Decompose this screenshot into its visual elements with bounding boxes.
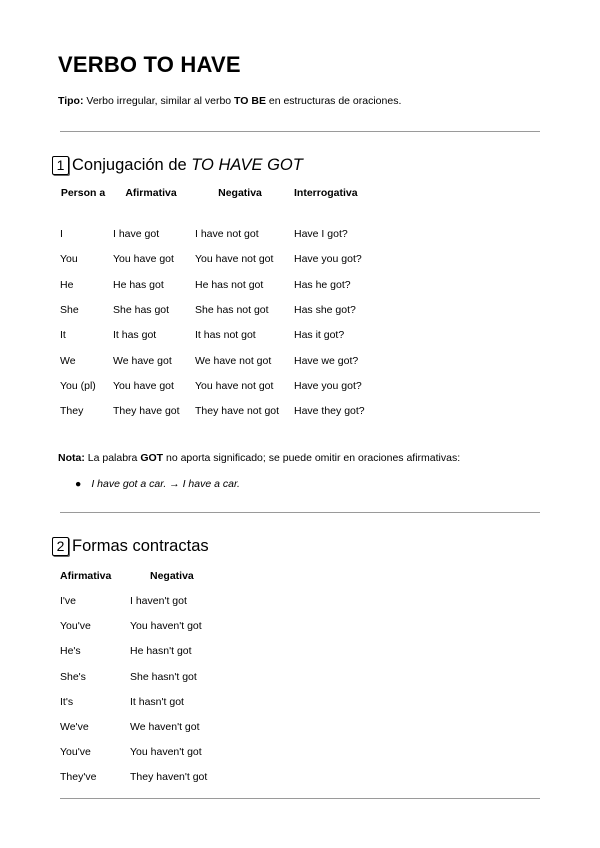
example-text: I have got a car. → I have a car.: [91, 478, 240, 490]
contraction-cell: It's: [60, 695, 74, 708]
conjugation-cell: You have not got: [195, 379, 274, 392]
contraction-cell: They haven't got: [130, 771, 208, 784]
divider: [60, 131, 540, 132]
conjugation-cell: He: [60, 278, 74, 291]
section-2-heading: [52, 537, 209, 556]
page-title: VERBO TO HAVE: [58, 52, 241, 77]
conjugation-cell: It has not got: [195, 329, 256, 342]
conjugation-cell: They have not got: [195, 405, 280, 418]
conjugation-cell: Has he got?: [294, 278, 351, 291]
contraction-cell: He hasn't got: [130, 645, 192, 658]
conjugation-cell: Has she got?: [294, 303, 356, 316]
conjugation-cell: Have I got?: [294, 228, 348, 240]
conjugation-cell: You have not got: [195, 253, 274, 266]
contraction-cell: She's: [60, 670, 86, 683]
conjugation-cell: I: [60, 228, 63, 240]
conjugation-cell: We have not got: [195, 354, 272, 367]
conjugation-header-cell: Afirmativa: [125, 187, 177, 199]
tipo-line: [58, 95, 401, 107]
conjugation-cell: I have not got: [195, 228, 259, 240]
contraction-cell: We've: [60, 721, 89, 733]
conjugation-cell: It: [60, 329, 66, 342]
tipo-label: Tipo:: [58, 95, 84, 107]
nota-line: [58, 452, 460, 464]
nota-text-1: La palabra: [87, 452, 138, 464]
conjugation-header-cell: Person a: [60, 187, 106, 199]
conjugation-cell: She: [60, 303, 79, 316]
conjugation-cell: We: [60, 354, 76, 367]
conjugation-cell: He has got: [113, 278, 164, 291]
contraction-cell: You've: [60, 746, 91, 759]
section-1-heading: [52, 156, 303, 175]
conjugation-cell: They have got: [113, 405, 180, 418]
conjugation-cell: You have got: [113, 379, 174, 392]
divider: [60, 512, 540, 513]
tipo-text-2: en estructuras de oraciones.: [268, 95, 402, 107]
contraction-header-cell: Afirmativa: [60, 570, 112, 582]
tipo-text-1: Verbo irregular, similar al verbo: [86, 95, 232, 107]
contraction-cell: I haven't got: [130, 595, 187, 607]
conjugation-cell: They: [60, 405, 84, 418]
section-1-title: Conjugación de: [72, 156, 187, 174]
conjugation-header-cell: Negativa: [218, 187, 262, 199]
contraction-cell: It hasn't got: [130, 695, 184, 708]
conjugation-cell: You have got: [113, 253, 174, 266]
conjugation-cell: Have you got?: [294, 379, 362, 392]
conjugation-cell: She has got: [113, 303, 170, 316]
nota-label: Nota:: [58, 452, 85, 464]
contraction-cell: They've: [60, 771, 97, 784]
section-2-title: Formas contractas: [72, 537, 209, 555]
tipo-bold: TO BE: [234, 95, 266, 107]
divider: [60, 798, 540, 799]
conjugation-cell: It has got: [113, 329, 157, 342]
section-1-title-italic: TO HAVE GOT: [191, 156, 303, 174]
contraction-cell: We haven't got: [130, 721, 200, 733]
conjugation-cell: You (pl): [60, 379, 96, 392]
nota-bold: GOT: [140, 452, 164, 464]
example-list-item: [75, 478, 240, 490]
conjugation-cell: You: [60, 253, 78, 266]
conjugation-cell: I have got: [113, 228, 160, 240]
conjugation-header-cell: Interrogativa: [294, 187, 358, 199]
conjugation-cell: Have they got?: [294, 405, 365, 418]
conjugation-cell: He has not got: [195, 278, 264, 291]
section-number-badge: 1: [52, 156, 69, 175]
contraction-cell: I've: [60, 595, 77, 607]
contraction-header-cell: Negativa: [150, 570, 194, 582]
contraction-cell: You haven't got: [130, 620, 202, 633]
conjugation-cell: Have we got?: [294, 354, 359, 367]
contraction-cell: You haven't got: [130, 746, 202, 759]
conjugation-cell: She has not got: [195, 303, 269, 316]
conjugation-cell: Have you got?: [294, 253, 362, 266]
conjugation-cell: Has it got?: [294, 329, 345, 342]
bullet-icon: ●: [75, 478, 82, 490]
contraction-cell: You've: [60, 620, 91, 633]
conjugation-cell: We have got: [113, 354, 172, 367]
contraction-cell: He's: [60, 645, 81, 658]
contraction-cell: She hasn't got: [130, 670, 197, 683]
section-number-badge: 2: [52, 537, 69, 556]
nota-text-2: no aporta significado; se puede omitir en oraciones afirmativas:: [165, 452, 461, 464]
